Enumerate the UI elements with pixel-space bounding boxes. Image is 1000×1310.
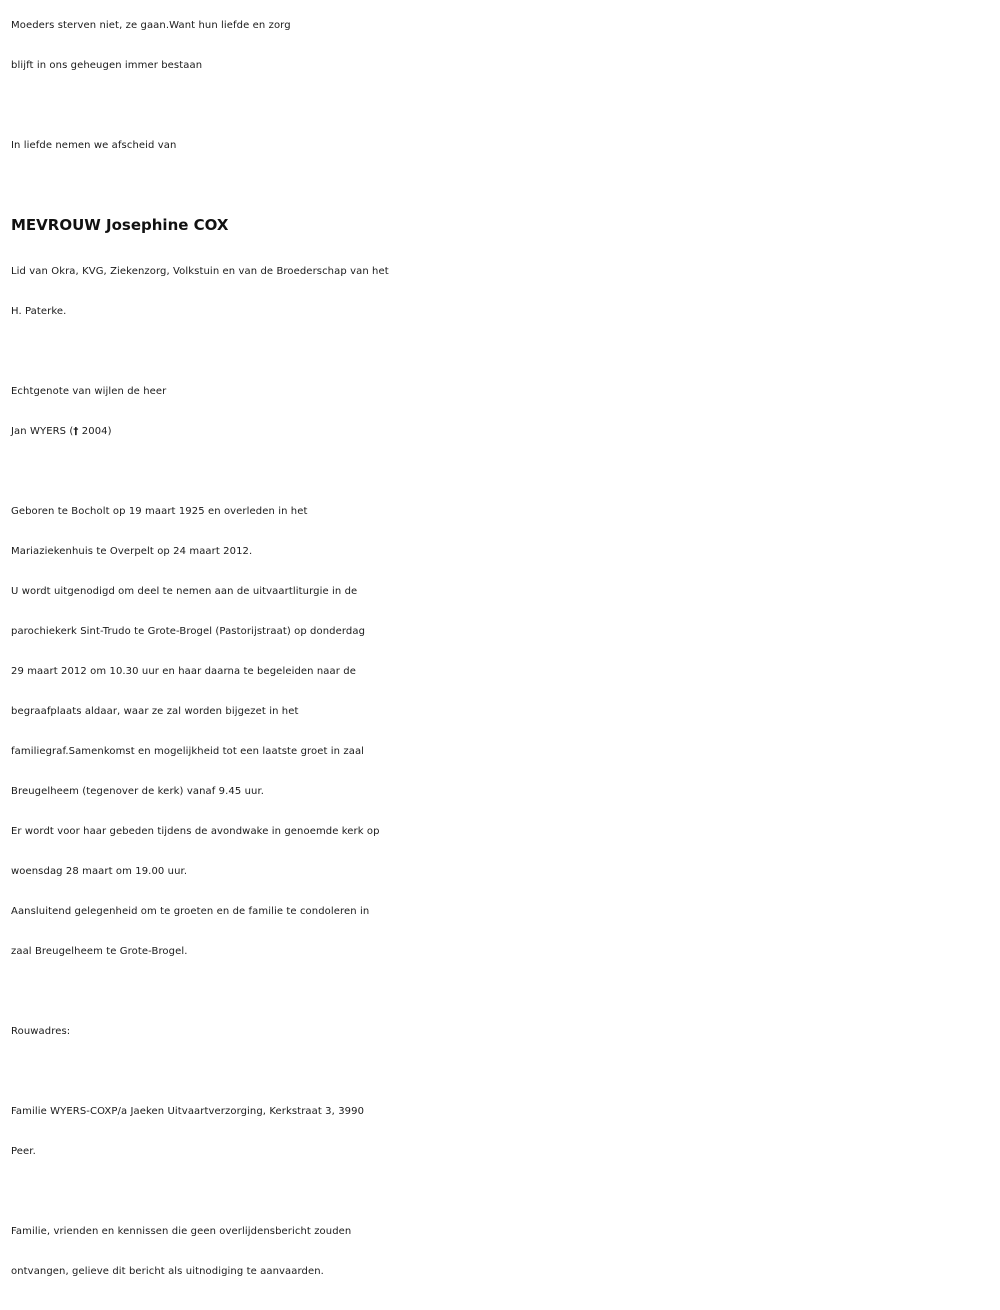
spacer (11, 166, 1000, 198)
spacer (11, 86, 1000, 126)
poem-line-2: blijft in ons geheugen immer bestaan (11, 60, 203, 71)
closing-line-2: ontvangen, gelieve dit bericht als uitnodiging te aanvaarden. (11, 1266, 324, 1277)
details-line: familiegraf.Samenkomst en mogelijkheid tot een laatste groet in zaal (11, 746, 365, 757)
spouse-intro: Echtgenote van wijlen de heer (11, 386, 167, 397)
details-line: Breugelheem (tegenover de kerk) vanaf 9.45 uur. (11, 786, 265, 797)
membership-line-1: Lid van Okra, KVG, Ziekenzorg, Volkstuin en van de Broederschap van het (11, 266, 389, 277)
spacer (11, 1052, 1000, 1092)
details-line: zaal Breugelheem te Grote-Brogel. (11, 946, 188, 957)
spacer (11, 452, 1000, 492)
details-line: Aansluitend gelegenheid om te groeten en de familie te condoleren in (11, 906, 370, 917)
details-line: Mariaziekenhuis te Overpelt op 24 maart 2012. (11, 546, 253, 557)
details-line: begraafplaats aldaar, waar ze zal worden bijgezet in het (11, 706, 299, 717)
details-line: Geboren te Bocholt op 19 maart 1925 en overleden in het (11, 506, 308, 517)
poem-line-1: Moeders sterven niet, ze gaan.Want hun liefde en zorg (11, 20, 291, 31)
membership-line-2: H. Paterke. (11, 306, 67, 317)
deceased-name: MEVROUW Josephine COX (11, 216, 229, 234)
spacer (11, 972, 1000, 1012)
mourning-address-label: Rouwadres: (11, 1026, 71, 1037)
details-line: 29 maart 2012 om 10.30 uur en haar daarna te begeleiden naar de (11, 666, 356, 677)
spouse-name-line (11, 412, 1000, 452)
spouse-death-year: 2004) (78, 426, 112, 437)
details-line: U wordt uitgenodigd om deel te nemen aan de uitvaartliturgie in de (11, 586, 358, 597)
details-line: Er wordt voor haar gebeden tijdens de avondwake in genoemde kerk op (11, 826, 380, 837)
funeral-details (11, 492, 1000, 972)
spacer (11, 1172, 1000, 1212)
mourning-address-line-1: Familie WYERS-COXP/a Jaeken Uitvaartverzorging, Kerkstraat 3, 3990 (11, 1106, 365, 1117)
details-line: parochiekerk Sint-Trudo te Grote-Brogel (Pastorijstraat) op donderdag (11, 626, 366, 637)
mourning-address-line-2: Peer. (11, 1146, 36, 1157)
closing-line-1: Familie, vrienden en kennissen die geen overlijdensbericht zouden (11, 1226, 352, 1237)
spouse-name: Jan WYERS ( (11, 426, 74, 437)
spacer (11, 332, 1000, 372)
cross-icon: † (73, 426, 79, 437)
intro-text: In liefde nemen we afscheid van (11, 140, 177, 151)
details-line: woensdag 28 maart om 19.00 uur. (11, 866, 188, 877)
